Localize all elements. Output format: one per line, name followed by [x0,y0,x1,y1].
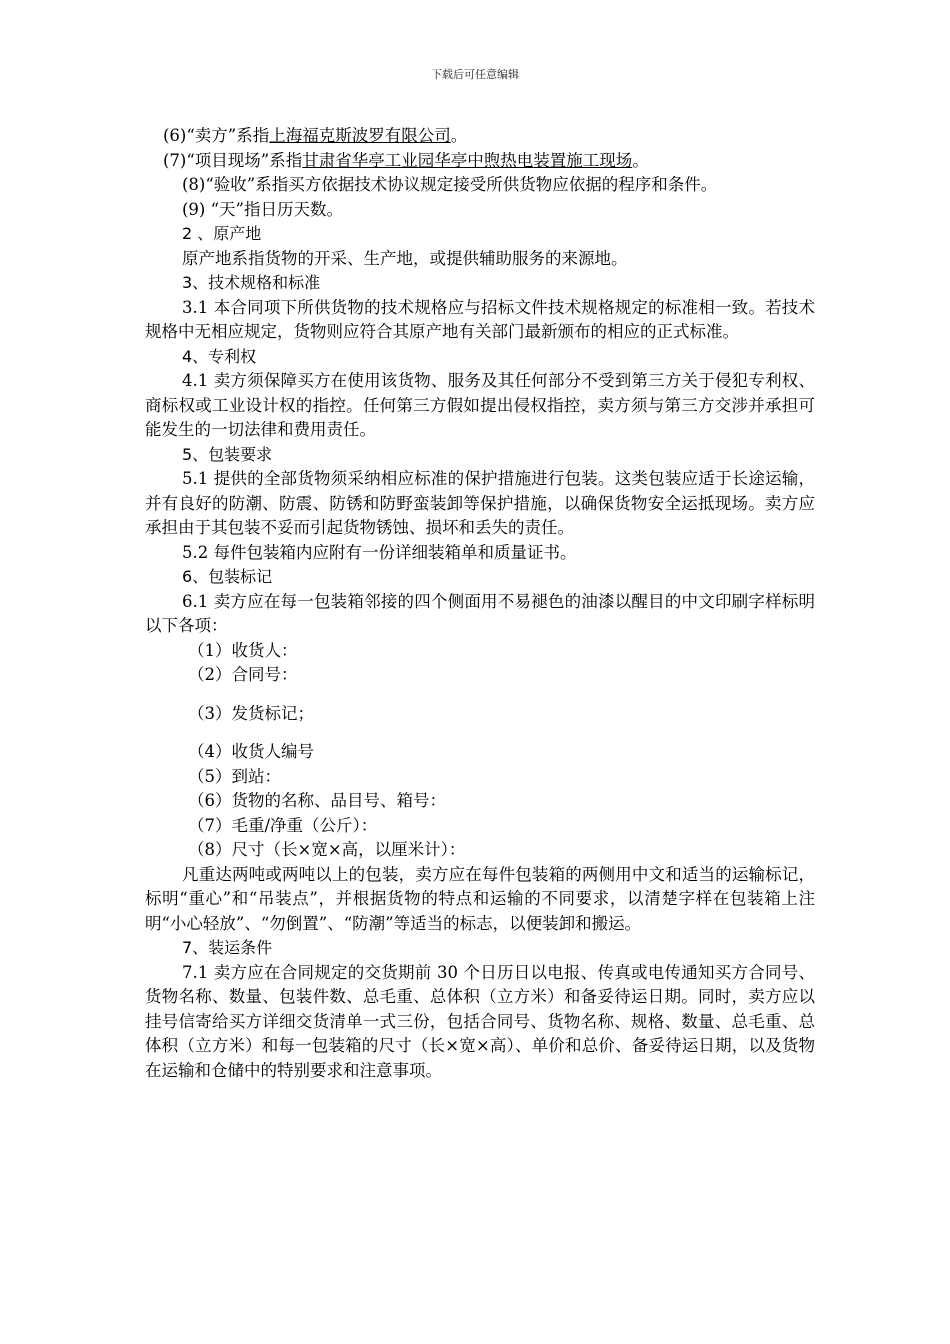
list-item: （4）收货人编号 [188,742,314,761]
specs-paragraph: 3.1 本合同项下所供货物的技术规格应与招标文件技术规格规定的标准相一致。若技术规格中无相应规定，货物则应符合其原产地有关部门最新颁布的相应的正式标准。 [145,297,815,341]
marking-paragraph-2: 凡重达两吨或两吨以上的包装，卖方应在每件包装箱的两侧用中文和适当的运输标记，标明“重心”和“吊装点”，并根据货物的特点和运输的不同要求，以清楚字样在包装箱上注明“小心轻放”、“勿倒置”、“防潮”等适当的标志，以便装卸和搬运。 [145,864,815,933]
section-heading-patent: 4、专利权 [182,346,257,366]
definition-6-prefix: (6)“卖方”系指 [163,126,270,145]
list-item: （6）货物的名称、品目号、箱号： [188,791,446,810]
definition-9: (9) “天”指日历天数。 [182,199,343,219]
list-item: （5）到站： [188,766,281,786]
patent-paragraph: 4.1 卖方须保障买方在使用该货物、服务及其任何部分不受到第三方关于侵犯专利权、商标权或工业设计权的指控。任何第三方假如提出侵权指控，卖方须与第三方交涉并承担可能发生的一切法律和费用责任。 [145,371,815,439]
seller-name: 上海福克斯波罗有限公司 [269,126,451,145]
section-heading-specs: 3、技术规格和标准 [182,273,321,292]
document-body [145,124,815,1083]
section-heading-origin: 2 、原产地 [182,224,262,243]
definition-7-suffix: 。 [632,150,649,170]
section-heading-packing: 5、包装要求 [182,444,273,464]
list-item: （1）收货人： [188,640,298,660]
project-site: 甘肃省华亭工业园华亭中煦热电装置施工现场 [302,150,633,170]
definition-7 [145,149,815,174]
definition-7-prefix: (7)“项目现场”系指 [163,150,303,170]
packing-paragraph-1: 5.1 提供的全部货物须采纳相应标准的保护措施进行包装。这类包装应适于长途运输，并有良好的防潮、防震、防锈和防野蛮装卸等保护措施，以确保货物安全运抵现场。卖方应承担由于其包装不妥而引起货物锈蚀、损坏和丢失的责任。 [145,469,815,537]
list-item: （7）毛重/净重（公斤）： [188,815,378,835]
list-item: （3）发货标记； [188,703,314,723]
definition-6-suffix: 。 [450,126,468,145]
list-item: （8）尺寸（长×宽×高，以厘米计）： [188,840,466,859]
section-heading-shipment: 7、装运条件 [182,938,273,957]
packing-paragraph-2: 5.2 每件包装箱内应附有一份详细装箱单和质量证书。 [182,542,577,562]
definition-8: (8)“验收”系指买方依据技术协议规定接受所供货物应依据的程序和条件。 [182,175,718,194]
shipment-paragraph: 7.1 卖方应在合同规定的交货期前 30 个日历日以电报、传真或电传通知买方合同号、货物名称、数量、包装件数、总毛重、总体积（立方米）和备妥待运日期。同时，卖方应以挂号信寄给买方详细交货清单一式三份，包括合同号、货物名称、规格、数量、总毛重、总体积（立方米）和每一包装箱的尺寸（长×宽×高）、单价和总价、备妥待运日期，以及货物在运输和仓储中的特别要求和注意事项。 [145,962,815,1080]
definition-6 [145,124,815,149]
origin-paragraph: 原产地系指货物的开采、生产地，或提供辅助服务的来源地。 [182,248,628,268]
section-heading-marking: 6、包装标记 [182,567,273,586]
marking-paragraph-1: 6.1 卖方应在每一包装箱邻接的四个侧面用不易褪色的油漆以醒目的中文印刷字样标明以下各项： [145,591,815,635]
list-item: （2）合同号： [188,665,298,684]
page-header: 下载后可任意编辑 [431,68,519,81]
